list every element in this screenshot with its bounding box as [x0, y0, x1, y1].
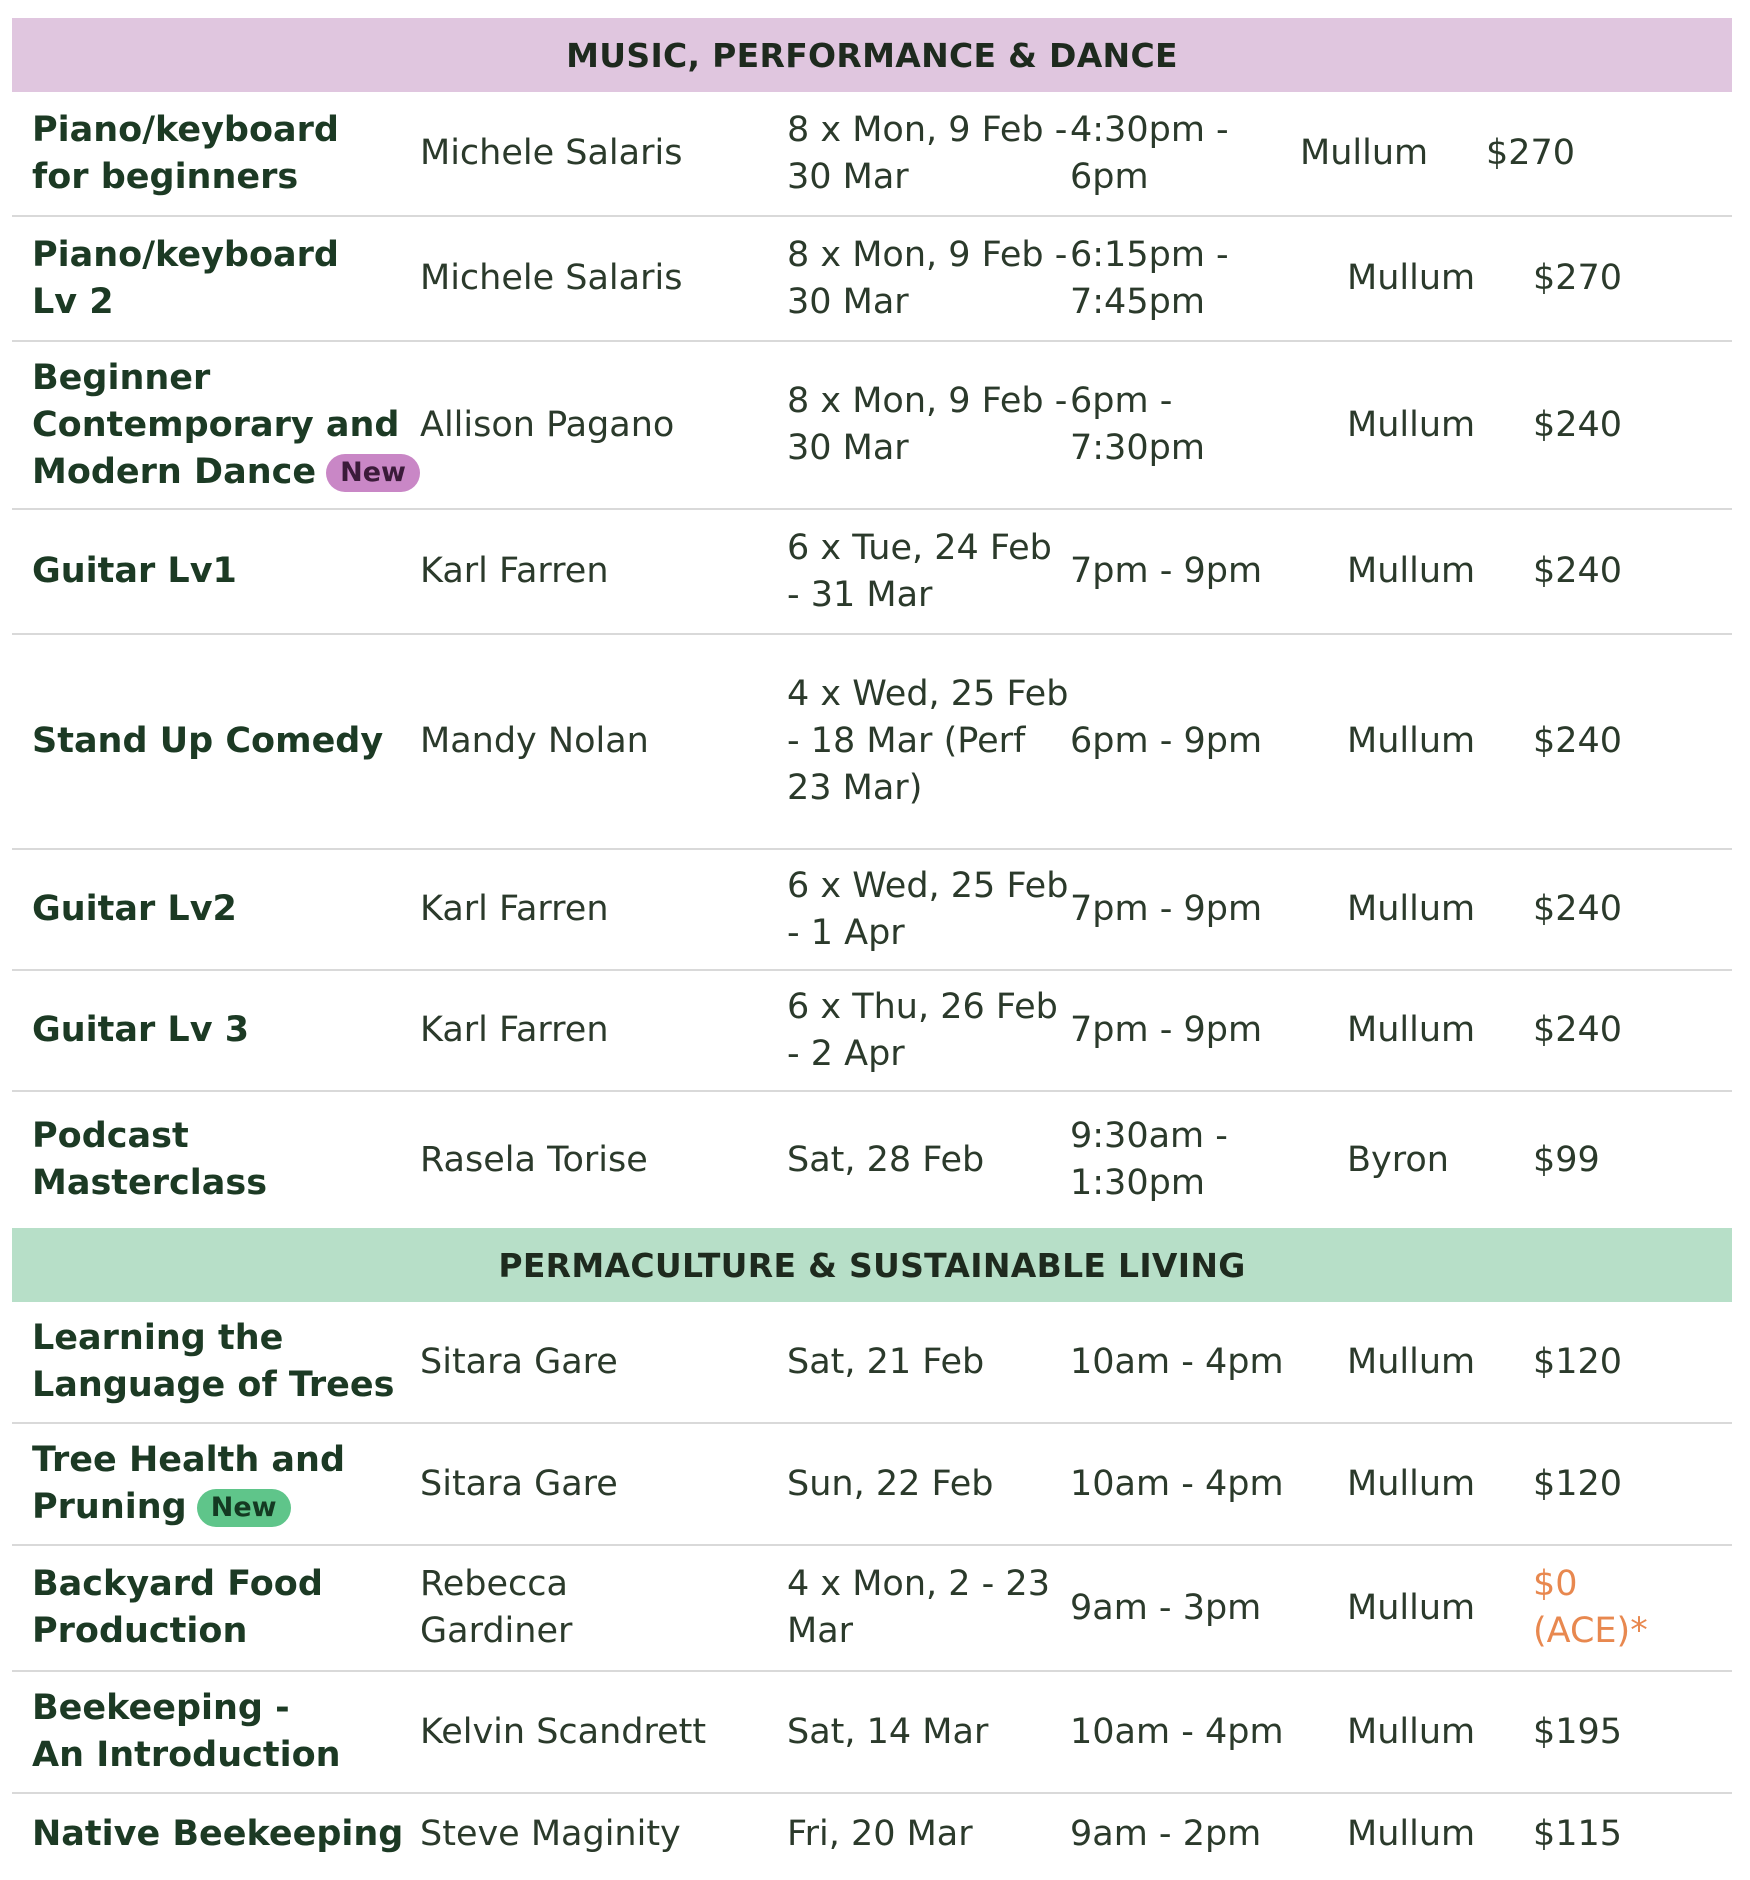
course-name: Guitar Lv 3 — [32, 1010, 250, 1050]
course-name: Guitar Lv2 — [32, 889, 237, 929]
new-badge: New — [326, 454, 420, 492]
course-name: Learning the Language of Trees — [32, 1318, 395, 1405]
price: $270 — [1486, 133, 1576, 173]
time: 6:15pm - 7:45pm — [1070, 234, 1229, 322]
table-row — [12, 510, 1732, 635]
location: Mullum — [1347, 1341, 1476, 1382]
table-row — [12, 635, 1732, 850]
dates: 8 x Mon, 9 Feb - 30 Mar — [787, 234, 1068, 322]
course-name: Piano/keyboard Lv 2 — [32, 234, 339, 322]
table-row — [12, 217, 1732, 342]
tutor: Karl Farren — [420, 1010, 609, 1050]
section-header-music: MUSIC, PERFORMANCE & DANCE — [12, 18, 1732, 92]
location: Mullum — [1347, 1463, 1476, 1504]
dates: 8 x Mon, 9 Feb - 30 Mar — [787, 109, 1068, 197]
location: Mullum — [1347, 1587, 1476, 1628]
table-row — [12, 1546, 1732, 1672]
table-row — [12, 1672, 1732, 1794]
dates: 4 x Wed, 25 Feb - 18 Mar (Perf 23 Mar) — [787, 674, 1069, 808]
location: Mullum — [1347, 721, 1476, 761]
tutor: Karl Farren — [420, 889, 609, 929]
tutor: Allison Pagano — [420, 404, 675, 445]
time: 7pm - 9pm — [1070, 551, 1263, 591]
course-name-text: Beginner Contemporary and Modern Dance — [32, 357, 400, 492]
dates: 4 x Mon, 2 - 23 Mar — [787, 1564, 1050, 1651]
course-name — [12, 1437, 352, 1531]
course-name: Native Beekeeping — [32, 1813, 404, 1854]
course-name: Stand Up Comedy — [32, 721, 384, 761]
course-name: Beekeeping - An Introduction — [32, 1688, 341, 1775]
course-timetable — [12, 18, 1732, 1874]
location: Byron — [1347, 1139, 1449, 1180]
time: 7pm - 9pm — [1070, 1010, 1263, 1050]
location: Mullum — [1347, 258, 1476, 298]
dates: 8 x Mon, 9 Feb - 30 Mar — [787, 381, 1068, 468]
price: $240 — [1533, 1010, 1623, 1050]
price: $240 — [1533, 404, 1623, 445]
tutor: Rebecca Gardiner — [420, 1564, 573, 1651]
price: $115 — [1533, 1813, 1623, 1854]
tutor: Michele Salaris — [420, 133, 683, 173]
course-name-text: Tree Health and Pruning — [32, 1440, 346, 1527]
location: Mullum — [1347, 1010, 1476, 1050]
course-name: Piano/keyboard for beginners — [32, 109, 339, 197]
section-header-permaculture: PERMACULTURE & SUSTAINABLE LIVING — [12, 1228, 1732, 1302]
time: 9:30am - 1:30pm — [1070, 1116, 1228, 1203]
price: $99 — [1533, 1139, 1600, 1180]
table-row — [12, 971, 1732, 1092]
tutor: Sitara Gare — [420, 1463, 618, 1504]
location: Mullum — [1347, 889, 1476, 929]
table-row — [12, 1794, 1732, 1874]
tutor: Mandy Nolan — [420, 721, 649, 761]
course-name: Podcast Masterclass — [32, 1116, 268, 1203]
location: Mullum — [1347, 1813, 1476, 1854]
time: 10am - 4pm — [1070, 1463, 1284, 1504]
dates: Sat, 14 Mar — [787, 1711, 989, 1752]
new-badge: New — [197, 1489, 291, 1527]
time: 4:30pm - 6pm — [1070, 109, 1229, 197]
course-name: Guitar Lv1 — [32, 551, 237, 591]
dates: 6 x Thu, 26 Feb - 2 Apr — [787, 986, 1058, 1074]
location: Mullum — [1347, 551, 1476, 591]
table-row — [12, 1424, 1732, 1546]
table-row — [12, 1092, 1732, 1228]
dates: 6 x Tue, 24 Feb - 31 Mar — [787, 527, 1052, 615]
dates: Sat, 21 Feb — [787, 1341, 985, 1382]
dates: Sat, 28 Feb — [787, 1139, 985, 1180]
price: $240 — [1533, 721, 1623, 761]
time: 6pm - 9pm — [1070, 721, 1263, 761]
table-row — [12, 850, 1732, 971]
price: $240 — [1533, 551, 1623, 591]
location: Mullum — [1347, 1711, 1476, 1752]
table-row — [12, 1302, 1732, 1424]
time: 7pm - 9pm — [1070, 889, 1263, 929]
price-ace: $0 (ACE)* — [1533, 1564, 1648, 1651]
tutor: Sitara Gare — [420, 1341, 618, 1382]
price: $270 — [1533, 258, 1623, 298]
dates: 6 x Wed, 25 Feb - 1 Apr — [787, 865, 1069, 953]
dates: Fri, 20 Mar — [787, 1813, 973, 1854]
price: $240 — [1533, 889, 1623, 929]
course-name — [12, 355, 420, 496]
time: 9am - 3pm — [1070, 1587, 1262, 1628]
price: $120 — [1533, 1341, 1623, 1382]
time: 10am - 4pm — [1070, 1341, 1284, 1382]
location: Mullum — [1300, 133, 1429, 173]
time: 10am - 4pm — [1070, 1711, 1284, 1752]
table-row — [12, 92, 1732, 217]
tutor: Kelvin Scandrett — [420, 1711, 707, 1752]
course-name: Backyard Food Production — [32, 1564, 323, 1651]
location: Mullum — [1347, 404, 1476, 445]
time: 6pm - 7:30pm — [1070, 381, 1205, 468]
tutor: Michele Salaris — [420, 258, 683, 298]
price: $120 — [1533, 1463, 1623, 1504]
time: 9am - 2pm — [1070, 1813, 1262, 1854]
price: $195 — [1533, 1711, 1623, 1752]
tutor: Steve Maginity — [420, 1813, 681, 1854]
tutor: Karl Farren — [420, 551, 609, 591]
table-row — [12, 342, 1732, 510]
tutor: Rasela Torise — [420, 1139, 648, 1180]
dates: Sun, 22 Feb — [787, 1463, 994, 1504]
